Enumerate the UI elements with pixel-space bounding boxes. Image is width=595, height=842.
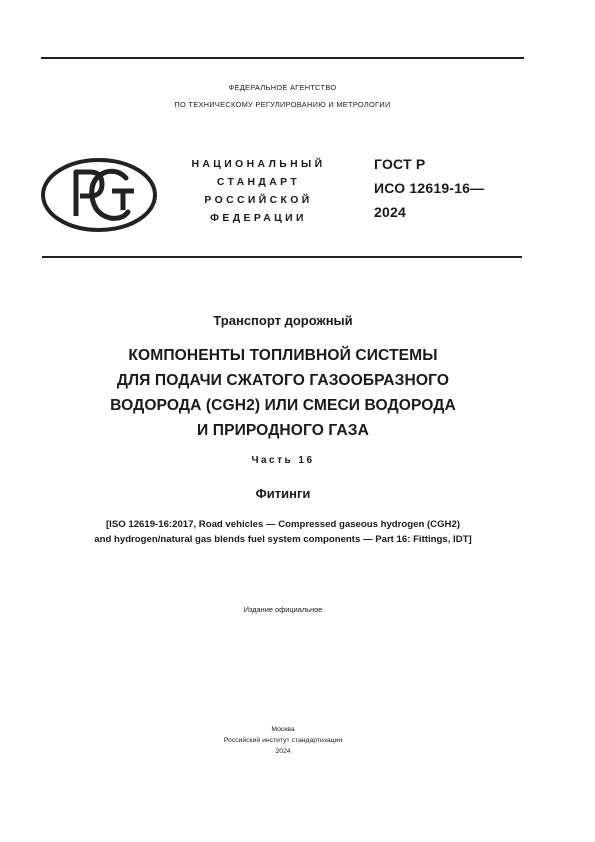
standard-type-line-3: РОССИЙСКОЙ: [204, 195, 313, 206]
designation-line-3: 2024: [374, 204, 406, 220]
document-title-line-3: ВОДОРОДА (CGH2) ИЛИ СМЕСИ ВОДОРОДА: [110, 397, 456, 414]
document-title-line-2: ДЛЯ ПОДАЧИ СЖАТОГО ГАЗООБРАЗНОГО: [116, 372, 450, 389]
designation-line-1: ГОСТ Р: [374, 156, 426, 172]
document-title-line-1: КОМПОНЕНТЫ ТОПЛИВНОЙ СИСТЕМЫ: [128, 347, 438, 364]
agency-name-line-2: ПО ТЕХНИЧЕСКОМУ РЕГУЛИРОВАНИЮ И МЕТРОЛОГИИ: [174, 100, 391, 109]
header-divider: [42, 256, 522, 258]
publisher-city: Москва: [271, 726, 295, 733]
part-title: Фитинги: [255, 486, 311, 501]
document-subject: Транспорт дорожный: [213, 313, 353, 328]
iso-reference-line-1: [ISO 12619-16:2017, Road vehicles — Compressed gaseous hydrogen (CGH2): [105, 519, 461, 530]
iso-reference-line-2: and hydrogen/natural gas blends fuel system components — Part 16: Fittings, IDT]: [94, 534, 472, 545]
top-rule: [41, 57, 524, 59]
gost-r-logo-icon: [40, 158, 158, 232]
document-title-line-4: И ПРИРОДНОГО ГАЗА: [197, 422, 369, 439]
publication-year: 2024: [275, 748, 291, 755]
part-number: Часть 16: [251, 455, 315, 466]
standard-type-line-1: НАЦИОНАЛЬНЫЙ: [191, 159, 326, 170]
standard-type-line-2: СТАНДАРТ: [216, 177, 301, 188]
standard-type-line-4: ФЕДЕРАЦИИ: [210, 213, 307, 224]
edition-label: Издание официальное: [243, 605, 323, 614]
designation-line-2: ИСО 12619-16—: [374, 180, 485, 196]
agency-name-line-1: ФЕДЕРАЛЬНОЕ АГЕНТСТВО: [228, 83, 337, 92]
publisher-institute: Российский институт стандартизации: [223, 737, 343, 744]
